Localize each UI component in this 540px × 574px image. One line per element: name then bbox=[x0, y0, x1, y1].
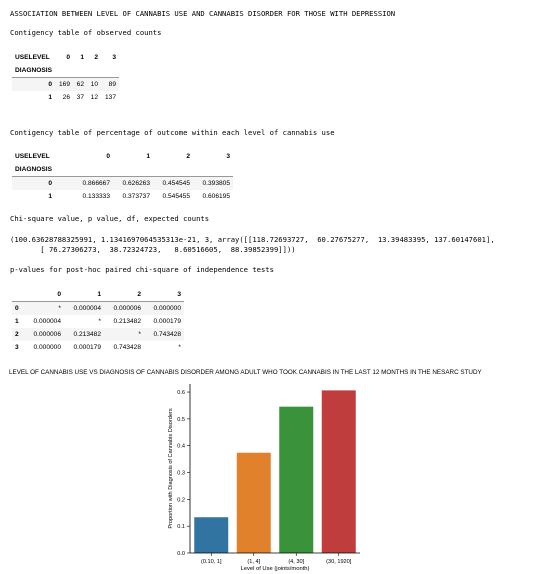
table-cell: 12 bbox=[90, 94, 99, 101]
table-cell: 26 bbox=[62, 94, 71, 101]
table-cell: 89 bbox=[108, 81, 117, 88]
column-header: 0 bbox=[106, 153, 111, 160]
table-row bbox=[12, 341, 184, 354]
y-tick-label: 0.1 bbox=[177, 524, 185, 531]
table-row bbox=[12, 302, 184, 316]
bar bbox=[194, 517, 228, 553]
table-cell: 0.373737 bbox=[122, 193, 151, 200]
table-cell: 0.000179 bbox=[153, 318, 181, 325]
chisq-output-line: [ 76.27306273, 38.72324723, 8.60516605, 88.39852399]])) bbox=[10, 245, 296, 254]
column-header: 2 bbox=[94, 54, 99, 61]
table-row bbox=[12, 177, 233, 191]
table-cell: 0.000004 bbox=[73, 305, 101, 312]
column-index-name: USELEVEL bbox=[15, 54, 50, 61]
column-header: 2 bbox=[104, 288, 144, 302]
table-cell: 0.000000 bbox=[33, 344, 61, 351]
table-cell: 0.454545 bbox=[162, 180, 191, 187]
bar bbox=[279, 407, 313, 553]
table-cell: 0.133333 bbox=[82, 193, 111, 200]
row-label: 3 bbox=[15, 344, 19, 351]
column-header: 3 bbox=[112, 54, 117, 61]
x-axis-label: Level of Use (joints/month) bbox=[240, 566, 310, 572]
table-cell: * bbox=[58, 305, 61, 312]
table-cell: 0.393805 bbox=[202, 180, 231, 187]
table-cell: 10 bbox=[90, 81, 99, 88]
row-label: 1 bbox=[48, 94, 53, 101]
table-cell: 0.866667 bbox=[82, 180, 111, 187]
table-cell: 0.213482 bbox=[73, 331, 101, 338]
table-header-row bbox=[12, 64, 119, 78]
table-cell: 0.626263 bbox=[122, 180, 151, 187]
table-cell: 0.606195 bbox=[202, 193, 231, 200]
row-index-name: DIAGNOSIS bbox=[12, 163, 55, 177]
table-cell: 0.213482 bbox=[113, 318, 141, 325]
row-label: 2 bbox=[15, 331, 19, 338]
percent-table bbox=[12, 150, 233, 203]
table-cell: 137 bbox=[105, 94, 117, 101]
column-index-name: USELEVEL bbox=[15, 153, 50, 160]
bar-chart bbox=[160, 378, 370, 574]
x-tick-label: (0.10, 1] bbox=[200, 559, 222, 565]
table-cell: * bbox=[138, 331, 141, 338]
table-row bbox=[12, 190, 233, 203]
chisq-output-line: (100.63628788325991, 1.1341697064535313e-21, 3, array([[118.72693727, 60.27675277, 13.39483395, 137.60147601], bbox=[10, 235, 495, 244]
column-header: 0 bbox=[66, 54, 71, 61]
y-tick-label: 0.4 bbox=[177, 443, 185, 450]
x-tick-label: (4, 30] bbox=[288, 559, 305, 565]
column-header: 1 bbox=[64, 288, 104, 302]
x-tick-label: (1, 4] bbox=[247, 559, 261, 565]
row-label: 0 bbox=[15, 305, 19, 312]
row-label: 0 bbox=[48, 180, 53, 187]
table-row bbox=[12, 91, 119, 104]
table-cell: * bbox=[178, 344, 181, 351]
table-header-row bbox=[12, 150, 233, 163]
posthoc-table bbox=[12, 288, 184, 354]
observed-counts-table bbox=[12, 51, 119, 104]
bar bbox=[322, 390, 356, 553]
observed-table-caption: Contigency table of observed counts bbox=[10, 28, 162, 37]
table-cell: 62 bbox=[76, 81, 85, 88]
table-header-row bbox=[12, 288, 184, 302]
row-label: 1 bbox=[48, 193, 53, 200]
table-cell: * bbox=[98, 318, 101, 325]
posthoc-caption: p-values for post-hoc paired chi-square of independence tests bbox=[10, 265, 274, 274]
table-row bbox=[12, 78, 119, 92]
y-tick-label: 0.2 bbox=[177, 497, 185, 504]
table-cell: 0.000000 bbox=[153, 305, 181, 312]
row-label: 1 bbox=[15, 318, 19, 325]
table-cell: 169 bbox=[59, 81, 71, 88]
bar bbox=[237, 453, 271, 553]
column-header: 3 bbox=[226, 153, 231, 160]
y-tick-label: 0.3 bbox=[177, 470, 185, 477]
table-header-row bbox=[12, 51, 119, 64]
y-tick-label: 0.0 bbox=[177, 551, 185, 557]
table-cell: 0.000006 bbox=[113, 305, 141, 312]
y-axis-label: Proportion with Diagnosis of Cannabis Disorders bbox=[168, 408, 174, 529]
row-index-name: DIAGNOSIS bbox=[12, 64, 55, 78]
chisq-caption: Chi-square value, p value, df, expected counts bbox=[10, 214, 210, 223]
chart-title: LEVEL OF CANNABIS USE VS DIAGNOSIS OF CANNABIS DISORDER AMONG ADULT WHO TOOK CANNABIS IN THE LAST 12 MONTHS IN THE NESARC STUDY bbox=[9, 369, 482, 376]
table-cell: 0.743428 bbox=[153, 331, 181, 338]
x-tick-label: (30, 1920] bbox=[326, 559, 352, 565]
table-cell: 0.545455 bbox=[162, 193, 191, 200]
column-header: 2 bbox=[186, 153, 191, 160]
column-header: 1 bbox=[80, 54, 85, 61]
page-header: ASSOCIATION BETWEEN LEVEL OF CANNABIS USE AND CANNABIS DISORDER FOR THOSE WITH DEPRESSION bbox=[10, 9, 396, 18]
column-header: 1 bbox=[146, 153, 151, 160]
table-cell: 0.000006 bbox=[33, 331, 61, 338]
y-tick-label: 0.5 bbox=[177, 416, 185, 423]
table-row bbox=[12, 315, 184, 328]
column-header: 0 bbox=[24, 288, 64, 302]
table-header-row bbox=[12, 163, 233, 177]
column-header: 3 bbox=[144, 288, 184, 302]
table-cell: 0.743428 bbox=[113, 344, 141, 351]
row-label: 0 bbox=[48, 81, 53, 88]
percent-table-caption: Contigency table of percentage of outcome within each level of cannabis use bbox=[10, 128, 335, 137]
table-row bbox=[12, 328, 184, 341]
y-tick-label: 0.6 bbox=[177, 390, 185, 397]
table-cell: 0.000004 bbox=[33, 318, 61, 325]
table-cell: 0.000179 bbox=[73, 344, 101, 351]
table-cell: 37 bbox=[76, 94, 85, 101]
